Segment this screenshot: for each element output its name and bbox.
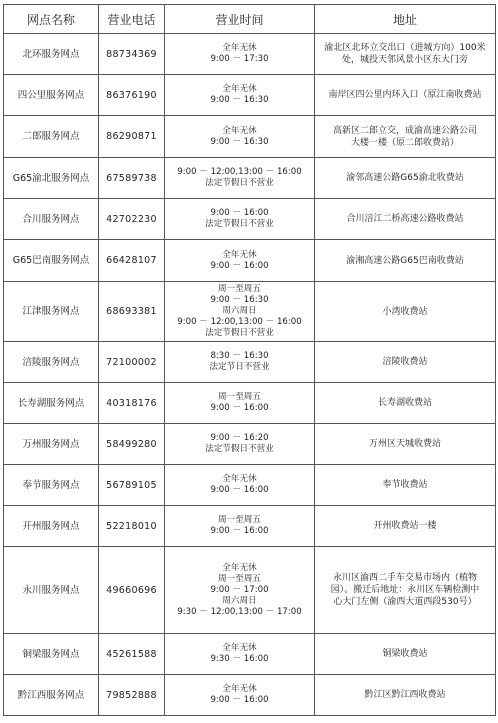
hours-line: 周一至周五 (218, 573, 261, 584)
hours-line: 9:00 － 16:30 (210, 95, 269, 105)
address-line: 心大门左侧（渝西大道西段530号） (333, 597, 477, 607)
table-row (4, 506, 496, 547)
hours-line: 9:00 － 16:20 (210, 433, 269, 443)
hours-line: 9:00 － 12:00,13:00 － 16:00 (177, 167, 302, 177)
service-point-phone: 58499280 (99, 424, 165, 465)
table-row (4, 342, 496, 383)
address-line: 园）。搬迁后地址：永川区车辆检测中 (330, 585, 480, 595)
table-row (4, 199, 496, 240)
address-line: 渝湘高速公路G65巴南收费站 (346, 255, 464, 266)
table-row (4, 282, 496, 342)
service-point-phone: 86376190 (99, 75, 165, 116)
service-point-hours (165, 240, 315, 282)
service-point-phone: 67589738 (99, 158, 165, 199)
service-point-phone: 45261588 (99, 634, 165, 675)
address-line: 铜梁收费站 (382, 649, 428, 659)
service-point-phone: 42702230 (99, 199, 165, 240)
address-line: 奉节收费站 (382, 480, 428, 490)
service-point-hours (165, 116, 315, 158)
header-address: 地址 (315, 5, 496, 34)
service-point-name: 北环服务网点 (4, 34, 99, 75)
table-row (4, 75, 496, 116)
service-point-name: 永川服务网点 (4, 547, 99, 634)
address-line: 合川涪江二桥高速公路收费站 (346, 214, 464, 224)
service-point-phone: 56789105 (99, 465, 165, 506)
service-point-hours (165, 675, 315, 716)
service-point-hours (165, 34, 315, 75)
service-point-hours (165, 282, 315, 342)
table-row (4, 116, 496, 158)
service-point-name: 铜梁服务网点 (4, 634, 99, 675)
hours-line: 周一至周五 (218, 515, 261, 525)
service-points-table-wrap (3, 4, 496, 716)
service-point-hours (165, 465, 315, 506)
service-point-hours (165, 75, 315, 116)
service-point-address (315, 383, 496, 424)
hours-line: 全年无休 (222, 125, 257, 136)
service-point-address (315, 506, 496, 547)
service-point-name: 涪陵服务网点 (4, 342, 99, 383)
hours-line: 法定节假日不营业 (205, 178, 274, 188)
service-point-address (315, 465, 496, 506)
service-point-hours (165, 199, 315, 240)
service-point-phone: 88734369 (99, 34, 165, 75)
table-row (4, 547, 496, 634)
table-row (4, 158, 496, 199)
hours-line: 9:30 － 16:00 (210, 654, 269, 664)
service-point-name: 合川服务网点 (4, 199, 99, 240)
header-phone: 营业电话 (99, 5, 165, 34)
hours-line: 9:00 － 16:00 (210, 485, 269, 495)
hours-line: 周六周日 (222, 306, 257, 316)
address-line: 渝北区北环立交出口（进城方向）100米 (324, 43, 486, 53)
header-name: 网点名称 (4, 5, 99, 34)
service-point-phone: 79852888 (99, 675, 165, 716)
service-point-phone: 68693381 (99, 282, 165, 342)
address-line: 高新区二郎立交，成渝高速公路公司 (332, 125, 477, 136)
table-row (4, 34, 496, 75)
table-row (4, 675, 496, 716)
service-point-name: 四公里服务网点 (4, 75, 99, 116)
service-point-phone: 49660696 (99, 547, 165, 634)
hours-line: 法定节假日不营业 (205, 219, 274, 229)
service-point-hours (165, 383, 315, 424)
header-hours: 营业时间 (165, 5, 315, 34)
service-point-address (315, 424, 496, 465)
service-point-name: 长寿湖服务网点 (4, 383, 99, 424)
table-row (4, 465, 496, 506)
service-point-hours (165, 506, 315, 547)
service-point-phone: 66428107 (99, 240, 165, 282)
service-point-name: G65巴南服务网点 (4, 240, 99, 282)
address-line: 大楼一楼（原二郎收费站） (350, 137, 459, 148)
service-point-name: 江津服务网点 (4, 282, 99, 342)
hours-line: 法定节假日不营业 (205, 328, 274, 338)
hours-line: 9:00 － 16:30 (210, 136, 269, 147)
service-point-hours (165, 634, 315, 675)
hours-line: 9:00 － 16:00 (210, 526, 269, 536)
hours-line: 全年无休 (222, 643, 257, 653)
service-point-phone: 86290871 (99, 116, 165, 158)
table-row (4, 240, 496, 282)
hours-line: 9:00 － 12:00,13:00 － 16:00 (177, 317, 302, 327)
service-point-name: 二郎服务网点 (4, 116, 99, 158)
service-point-address (315, 547, 496, 634)
service-points-table (3, 4, 496, 716)
hours-line: 9:00 － 16:00 (210, 208, 269, 218)
hours-line: 9:00 － 17:30 (210, 54, 269, 64)
hours-line: 全年无休 (222, 684, 257, 694)
address-line: 开州收费站一楼 (373, 521, 437, 531)
hours-line: 9:00 － 16:00 (210, 403, 269, 413)
hours-line: 9:00 － 16:00 (210, 695, 269, 705)
service-point-address (315, 34, 496, 75)
service-point-phone: 72100002 (99, 342, 165, 383)
service-point-hours (165, 547, 315, 634)
service-point-name: G65渝北服务网点 (4, 158, 99, 199)
service-point-phone: 40318176 (99, 383, 165, 424)
table-body (4, 34, 496, 716)
address-line: 长寿湖收费站 (377, 398, 432, 408)
address-line: 处，城投天邻风景小区东大门旁 (341, 55, 468, 65)
table-row (4, 634, 496, 675)
service-point-name: 奉节服务网点 (4, 465, 99, 506)
service-point-address (315, 634, 496, 675)
hours-line: 全年无休 (222, 249, 257, 260)
service-point-address (315, 240, 496, 282)
address-line: 永川区渝西二手车交易市场内（植物 (332, 573, 477, 583)
service-point-address (315, 675, 496, 716)
hours-line: 法定节日不营业 (209, 362, 270, 372)
service-point-name: 开州服务网点 (4, 506, 99, 547)
address-line: 万州区天城收费站 (368, 439, 441, 449)
hours-line: 周一至周五 (218, 392, 261, 402)
table-header-row (4, 5, 496, 34)
hours-line: 9:00 － 16:30 (210, 295, 269, 305)
service-point-hours (165, 342, 315, 383)
table-row (4, 383, 496, 424)
hours-line: 周一至周五 (218, 284, 261, 294)
service-point-address (315, 75, 496, 116)
address-line: 南岸区四公里内环入口（原江南收费站 (328, 90, 482, 100)
address-line: 小湾收费站 (382, 306, 428, 317)
service-point-name: 黔江西服务网点 (4, 675, 99, 716)
hours-line: 全年无休 (222, 474, 257, 484)
hours-line: 法定节假日不营业 (205, 444, 274, 454)
address-line: 涪陵收费站 (382, 357, 428, 367)
service-point-hours (165, 158, 315, 199)
service-point-phone: 52218010 (99, 506, 165, 547)
address-line: 渝邻高速公路G65渝北收费站 (346, 173, 464, 183)
address-line: 黔江区黔江西收费站 (364, 690, 446, 700)
service-point-hours (165, 424, 315, 465)
hours-line: 全年无休 (222, 84, 257, 94)
service-point-name: 万州服务网点 (4, 424, 99, 465)
service-point-address (315, 199, 496, 240)
hours-line: 8:30 － 16:30 (210, 351, 269, 361)
service-point-address (315, 116, 496, 158)
service-point-address (315, 282, 496, 342)
hours-line: 全年无休 (222, 562, 257, 573)
hours-line: 9:00 － 16:00 (210, 260, 269, 271)
hours-line: 全年无休 (222, 43, 257, 53)
hours-line: 9:00 － 17:00 (210, 584, 269, 595)
hours-line: 周六周日 (222, 595, 257, 606)
hours-line: 9:30 － 12:00,13:00 － 17:00 (177, 606, 302, 617)
service-point-address (315, 158, 496, 199)
service-point-address (315, 342, 496, 383)
table-row (4, 424, 496, 465)
